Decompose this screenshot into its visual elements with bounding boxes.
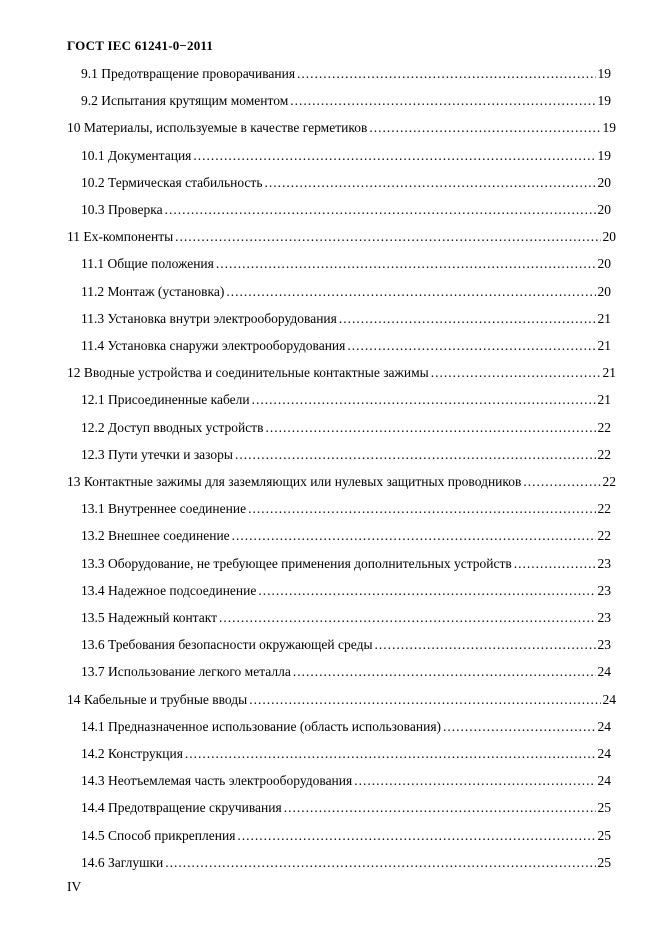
toc-entry-page: 22	[597, 501, 611, 517]
toc-entry-page: 25	[597, 800, 611, 816]
toc-entry-page: 25	[597, 827, 611, 843]
toc-entry-page: 22	[597, 528, 611, 544]
toc-entry[interactable]	[81, 526, 611, 544]
toc-leader-dots	[249, 692, 600, 708]
toc-entry[interactable]	[81, 826, 611, 844]
toc-leader-dots	[185, 746, 596, 762]
toc-leader-dots	[165, 855, 595, 871]
toc-leader-dots	[284, 800, 596, 816]
toc-entry-title: 13.6 Требования безопасности окружающей среды	[81, 637, 373, 653]
toc-entry[interactable]	[81, 336, 611, 354]
toc-leader-dots	[264, 175, 595, 191]
toc-entry-page: 22	[597, 419, 611, 435]
toc-entry[interactable]	[81, 173, 611, 191]
toc-entry-page: 24	[597, 773, 611, 789]
toc-entry-title: 13.1 Внутреннее соединение	[81, 501, 247, 517]
toc-entry-page: 21	[597, 392, 611, 408]
toc-entry[interactable]	[81, 744, 611, 762]
toc-entry[interactable]	[67, 690, 616, 708]
toc-leader-dots	[258, 583, 595, 599]
toc-entry[interactable]	[67, 227, 616, 245]
toc-entry-page: 24	[597, 746, 611, 761]
toc-leader-dots	[219, 610, 595, 626]
toc-entry[interactable]	[81, 390, 611, 408]
toc-entry[interactable]	[81, 581, 611, 599]
toc-entry-page: 22	[597, 446, 611, 462]
toc-entry-title: 14.3 Неотъемлемая часть электрооборудования	[81, 773, 353, 789]
toc-entry-page: 21	[597, 338, 611, 353]
toc-leader-dots	[375, 637, 596, 653]
toc-entry[interactable]	[81, 282, 611, 300]
toc-leader-dots	[347, 338, 595, 354]
toc-entry-page: 19	[597, 66, 611, 81]
toc-leader-dots	[297, 66, 595, 82]
toc-entry[interactable]	[81, 418, 611, 436]
toc-entry-page: 24	[602, 691, 616, 707]
toc-entry-title: 11.4 Установка снаружи электрооборудования	[81, 338, 346, 353]
toc-leader-dots	[226, 284, 595, 300]
toc-entry-title: 11.2 Монтаж (установка)	[81, 283, 225, 299]
toc-entry[interactable]	[67, 472, 616, 490]
toc-leader-dots	[235, 447, 595, 463]
toc-entry[interactable]	[81, 445, 611, 463]
toc-leader-dots	[265, 420, 595, 436]
toc-leader-dots	[369, 120, 600, 136]
toc-entry[interactable]	[81, 309, 611, 327]
toc-entry-page: 19	[597, 147, 611, 163]
toc-entry-title: 13.4 Надежное подсоединение	[81, 582, 257, 598]
toc-entry-page: 20	[597, 174, 611, 190]
toc-entry-title: 14.1 Предназначенное использование (область использования)	[81, 718, 442, 734]
toc-entry-title: 11.3 Установка внутри электрооборудования	[81, 310, 337, 326]
toc-leader-dots	[175, 229, 600, 245]
toc-entry-title: 13.2 Внешнее соединение	[81, 528, 230, 544]
toc-entry-page: 20	[602, 229, 616, 245]
toc-entry[interactable]	[81, 554, 611, 572]
toc-entry-page: 23	[597, 637, 611, 653]
toc-entry-title: 12.1 Присоединенные кабели	[81, 392, 250, 408]
toc-entry[interactable]	[81, 91, 611, 109]
toc-entry-page: 23	[597, 582, 611, 598]
toc-entry-page: 23	[597, 555, 611, 571]
toc-leader-dots	[290, 93, 595, 109]
toc-entry-page: 24	[597, 664, 611, 680]
toc-entry[interactable]	[81, 200, 611, 218]
toc-leader-dots	[339, 311, 596, 327]
toc-entry[interactable]	[81, 64, 611, 82]
toc-leader-dots	[443, 719, 595, 735]
toc-leader-dots	[252, 392, 596, 408]
toc-entry-title: 12.3 Пути утечки и зазоры	[81, 446, 234, 462]
toc-entry[interactable]	[67, 363, 616, 381]
toc-leader-dots	[193, 148, 595, 164]
toc-entry-page: 25	[597, 854, 611, 870]
toc-leader-dots	[514, 556, 596, 572]
toc-entry-page: 20	[597, 202, 611, 217]
toc-entry[interactable]	[81, 146, 611, 164]
toc-entry-page: 21	[597, 310, 611, 326]
toc-entry-title: 10.3 Проверка	[81, 202, 163, 217]
toc-leader-dots	[232, 528, 596, 544]
toc-leader-dots	[431, 365, 601, 381]
toc-entry-title: 12 Вводные устройства и соединительные контактные зажимы	[67, 365, 429, 381]
toc-entry-title: 9.2 Испытания крутящим моментом	[81, 93, 289, 109]
toc-entry[interactable]	[81, 853, 611, 871]
toc-entry-title: 11 Ex-компоненты	[67, 229, 174, 245]
toc-entry-page: 19	[602, 120, 616, 136]
toc-entry[interactable]	[81, 608, 611, 626]
toc-entry[interactable]	[81, 499, 611, 517]
toc-leader-dots	[165, 202, 596, 218]
toc-entry[interactable]	[81, 635, 611, 653]
toc-entry[interactable]	[81, 254, 611, 272]
document-header: ГОСТ IEC 61241-0−2011	[67, 38, 214, 53]
toc-entry-page: 23	[597, 610, 611, 625]
toc-entry-title: 9.1 Предотвращение проворачивания	[81, 66, 296, 81]
toc-entry-title: 13.7 Использование легкого металла	[81, 664, 291, 680]
toc-leader-dots	[523, 474, 600, 490]
toc-entry-page: 21	[602, 365, 616, 381]
page-number: IV	[67, 879, 82, 894]
toc-leader-dots	[354, 773, 595, 789]
toc-entry-title: 14.6 Заглушки	[81, 854, 164, 870]
toc-entry-title: 11.1 Общие положения	[81, 256, 214, 272]
toc-entry[interactable]	[81, 717, 611, 735]
toc-entry-page: 24	[597, 718, 611, 734]
toc-entry-title: 14 Кабельные и трубные вводы	[67, 691, 248, 707]
toc-entry-title: 14.2 Конструкция	[81, 746, 183, 761]
toc-leader-dots	[248, 501, 595, 517]
toc-leader-dots	[216, 256, 596, 272]
toc-entry[interactable]	[67, 118, 616, 136]
toc-entry-title: 10.2 Термическая стабильность	[81, 174, 263, 190]
toc-entry-title: 14.5 Способ прикрепления	[81, 827, 236, 843]
toc-entry-page: 20	[597, 256, 611, 272]
toc-leader-dots	[237, 828, 595, 844]
toc-entry-title: 10.1 Документация	[81, 147, 192, 163]
toc-entry-title: 14.4 Предотвращение скручивания	[81, 800, 282, 816]
toc-entry-title: 12.2 Доступ вводных устройств	[81, 419, 264, 435]
toc-entry[interactable]	[81, 798, 611, 816]
toc-entry[interactable]	[81, 771, 611, 789]
toc-leader-dots	[293, 664, 596, 680]
toc-entry-page: 19	[597, 93, 611, 109]
toc-entry-page: 20	[597, 283, 611, 299]
toc-entry-title: 13.5 Надежный контакт	[81, 610, 218, 625]
toc-entry-title: 13 Контактные зажимы для заземляющих или нулевых защитных проводников	[67, 474, 522, 489]
toc-entry-title: 13.3 Оборудование, не требующее применения дополнительных устройств	[81, 555, 512, 571]
toc-entry-title: 10 Материалы, используемые в качестве герметиков	[67, 120, 368, 136]
toc-entry[interactable]	[81, 662, 611, 680]
toc-entry-page: 22	[602, 474, 616, 489]
